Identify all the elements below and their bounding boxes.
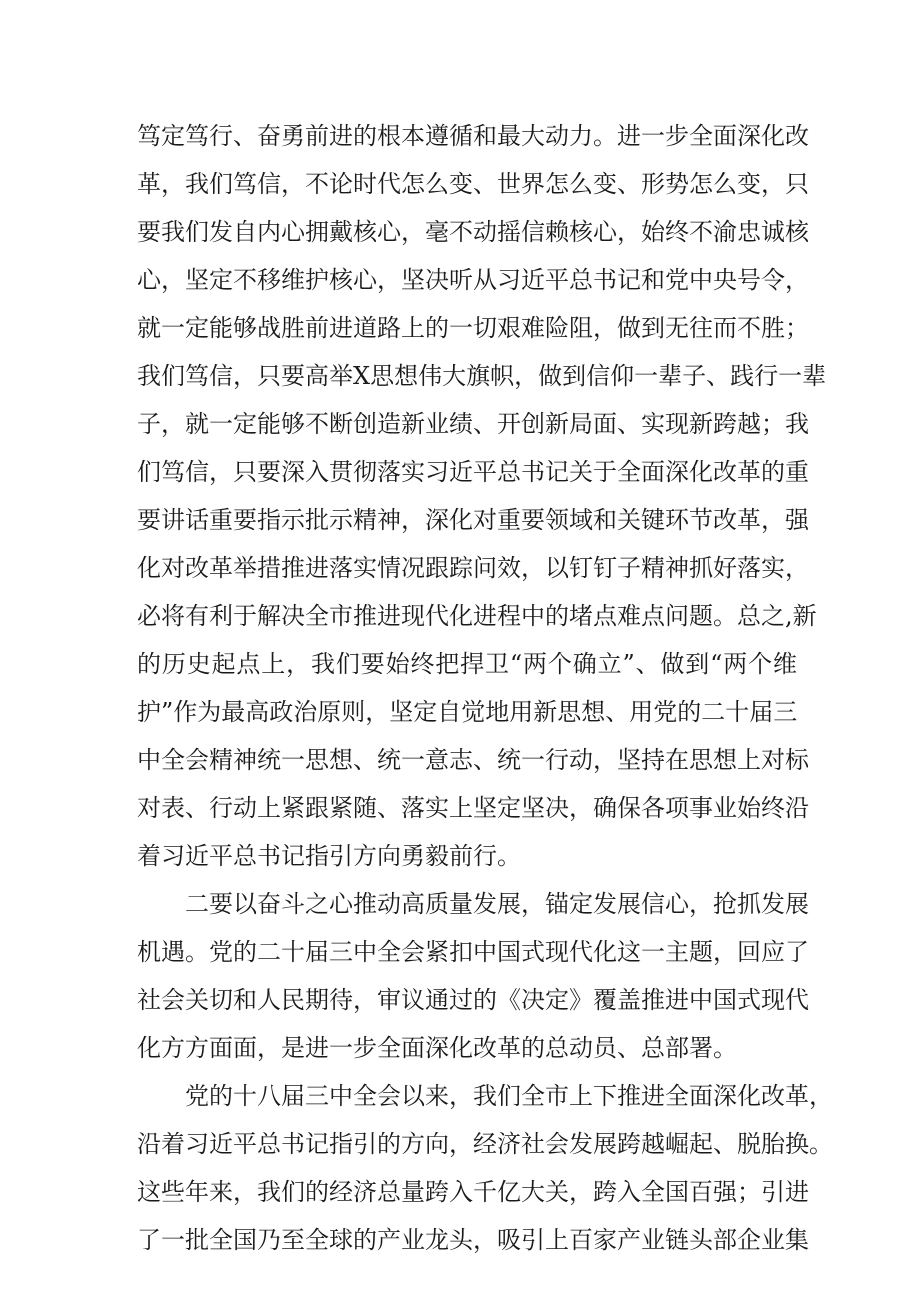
- text-line: 革，我们笃信，不论时代怎么变、世界怎么变、形势怎么变，只: [137, 170, 809, 198]
- text-line: 党的十八届三中全会以来，我们全市上下推进全面深化改革，: [185, 1082, 833, 1110]
- text-line: 要我们发自内心拥戴核心，毫不动摇信赖核心，始终不渝忠诚核: [137, 218, 809, 246]
- text-line: 社会关切和人民期待，审议通过的《决定》覆盖推进中国式现代: [137, 986, 809, 1014]
- text-line: 就一定能够战胜前进道路上的一切艰难险阻，做到无往而不胜；: [137, 314, 809, 342]
- text-line: 心，坚定不移维护核心，坚决听从习近平总书记和党中央号令，: [137, 266, 809, 294]
- text-line: 化对改革举措推进落实情况跟踪问效，以钉钉子精神抓好落实，: [137, 554, 809, 582]
- text-line: 要讲话重要指示批示精神，深化对重要领域和关键环节改革，强: [137, 506, 809, 534]
- text-line: 中全会精神统一思想、统一意志、统一行动，坚持在思想上对标: [137, 746, 809, 774]
- text-line: 护”作为最高政治原则，坚定自觉地用新思想、用党的二十届三: [137, 698, 798, 726]
- text-line: 二要以奋斗之心推动高质量发展，锚定发展信心，抢抓发展: [185, 890, 809, 918]
- text-line: 机遇。党的二十届三中全会紧扣中国式现代化这一主题，回应了: [137, 938, 809, 966]
- text-line: 对表、行动上紧跟紧随、落实上坚定坚决，确保各项事业始终沿: [137, 794, 809, 822]
- text-line: 子，就一定能够不断创造新业绩、开创新局面、实现新跨越；我: [137, 410, 809, 438]
- text-line: 必将有利于解决全市推进现代化进程中的堵点难点问题。总之,新: [137, 602, 817, 630]
- text-line: 的历史起点上，我们要始终把捍卫“两个确立”、做到“两个维: [137, 650, 797, 678]
- text-line: 笃定笃行、奋勇前进的根本遵循和最大动力。进一步全面深化改: [137, 122, 809, 150]
- text-line: 这些年来，我们的经济总量跨入千亿大关，跨入全国百强；引进: [137, 1178, 809, 1206]
- text-line: 了一批全国乃至全球的产业龙头，吸引上百家产业链头部企业集: [137, 1226, 809, 1254]
- body-text: [137, 112, 833, 1264]
- text-line: 化方方面面，是进一步全面深化改革的总动员、总部署。: [137, 1034, 737, 1062]
- text-line: 沿着习近平总书记指引的方向，经济社会发展跨越崛起、脱胎换。: [137, 1130, 833, 1158]
- text-line: 我们笃信，只要高举X思想伟大旗帜，做到信仰一辈子、践行一辈: [137, 362, 827, 390]
- text-line: 们笃信，只要深入贯彻落实习近平总书记关于全面深化改革的重: [137, 458, 809, 486]
- text-line: 着习近平总书记指引方向勇毅前行。: [137, 842, 521, 870]
